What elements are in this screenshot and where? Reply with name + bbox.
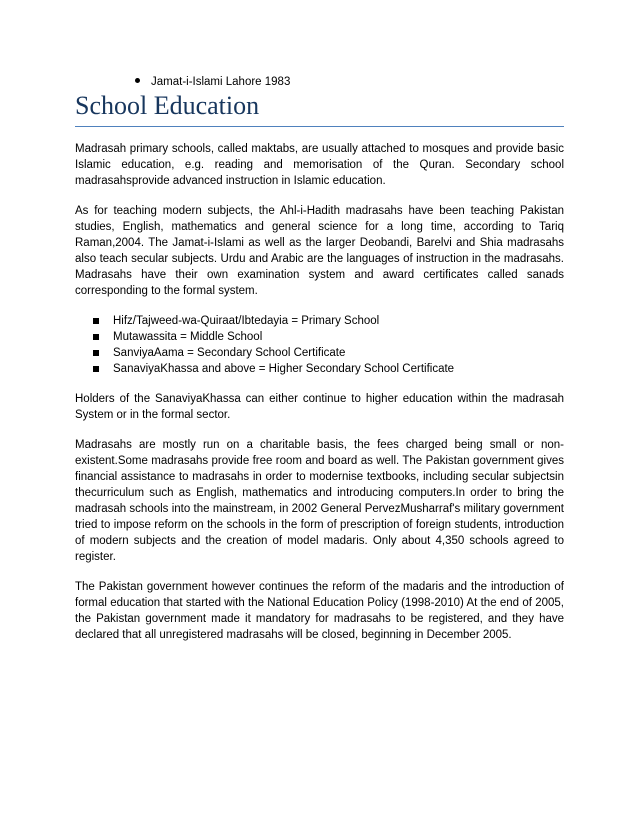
list-item-text: Hifz/Tajweed-wa-Quiraat/Ibtedayia = Primary School	[113, 315, 380, 327]
square-bullet-icon	[93, 334, 99, 340]
list-item	[93, 345, 564, 361]
bullet-dot-icon	[135, 78, 140, 83]
paragraph-funding: Madrasahs are mostly run on a charitable basis, the fees charged being small or non-existent.Some madrasahs provide free room and board as well. The Pakistan government gives financial assistance to madrasahs in order to modernise textbooks, including secular subjectsin thecurriculum such as English, mathematics and introducing computers.In order to bring the madrasah schools into the mainstream, in 2002 General PervezMusharraf's military government tried to impose reform on the schools in the form of prescription of foreign students, introduction of modern subjects and the creation of model madaris. Only about 4,350 schools agreed to register.	[75, 439, 564, 563]
paragraph-government-reform: The Pakistan government however continues the reform of the madaris and the introduction of formal education that started with the National Education Policy (1998-2010) At the end of 2005, the Pakistan government made it mandatory for madrasahs to be registered, and they have declared that all unregistered madrasahs will be closed, beginning in December 2005.	[75, 581, 564, 641]
paragraph-primary-schools: Madrasah primary schools, called maktabs, are usually attached to mosques and provide basic Islamic education, e.g. reading and memorisation of the Quran. Secondary school madrasahsprovide advanced instruction in Islamic education.	[75, 143, 564, 187]
list-item	[93, 329, 564, 345]
education-levels-list	[75, 313, 564, 377]
top-bullet-text: Jamat-i-Islami Lahore 1983	[151, 76, 291, 88]
list-item-text: Mutawassita = Middle School	[113, 331, 263, 343]
list-item	[93, 361, 564, 377]
square-bullet-icon	[93, 318, 99, 324]
list-item-text: SanaviyaKhassa and above = Higher Secondary School Certificate	[113, 363, 455, 375]
section-heading: School Education	[75, 88, 564, 127]
paragraph-modern-subjects: As for teaching modern subjects, the Ahl-i-Hadith madrasahs have been teaching Pakistan studies, English, mathematics and general science for a long time, according to Tariq Raman,2004. The Jamat-i-Islami as well as the larger Deobandi, Barelvi and Shia madrasahs also teach secular subjects. Urdu and Arabic are the languages of instruction in the madrasahs. Madrasahs have their own examination system and award certificates called sanads corresponding to the formal system.	[75, 205, 564, 297]
list-item	[93, 313, 564, 329]
square-bullet-icon	[93, 350, 99, 356]
paragraph-sanaviya-holders: Holders of the SanaviyaKhassa can either continue to higher education within the madrasah System or in the formal sector.	[75, 393, 564, 421]
list-item-text: SanviyaAama = Secondary School Certificate	[113, 347, 346, 359]
square-bullet-icon	[93, 366, 99, 372]
body-text	[75, 141, 564, 657]
